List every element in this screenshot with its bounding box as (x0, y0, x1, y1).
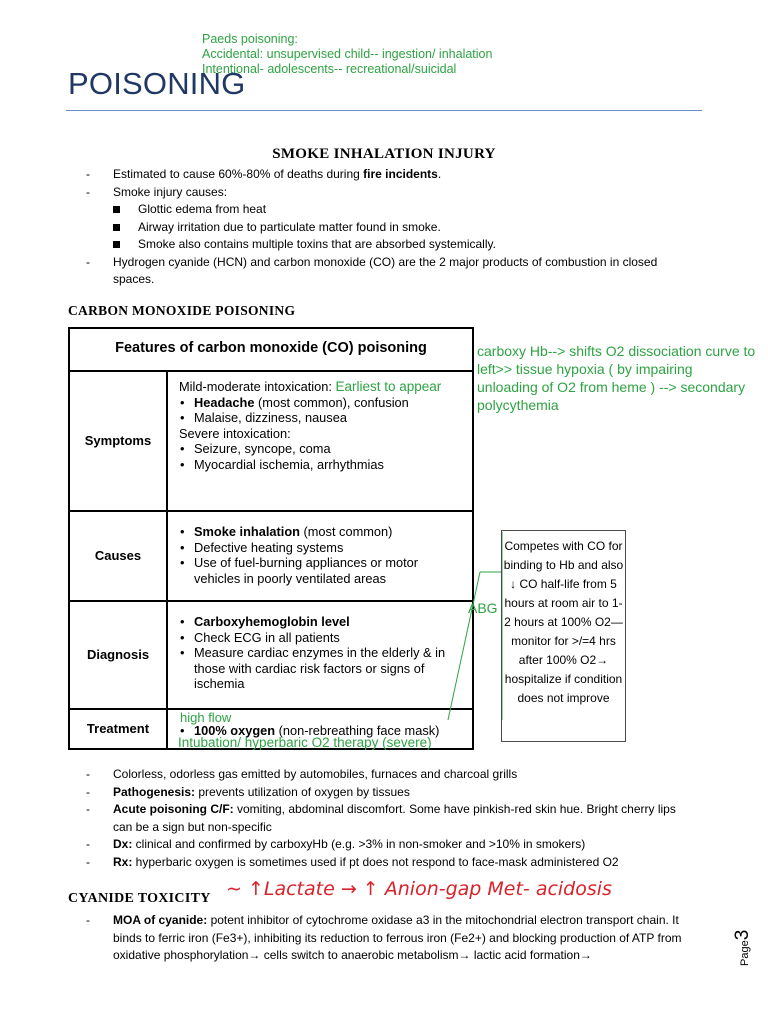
dash: - (86, 854, 90, 869)
list-item (86, 801, 696, 836)
co-b4-text: clinical and confirmed by carboxyHb (e.g. >3% in non-smoker and >10% in smokers) (132, 837, 586, 851)
co-heading: CARBON MONOXIDE POISONING (68, 303, 296, 318)
list-item: • Malaise, dizziness, nausea (179, 410, 466, 426)
sub-item (113, 236, 696, 254)
paeds-note-line1: Paeds poisoning: (202, 32, 298, 46)
carboxyhb-note: carboxy Hb--> shifts O2 dissociation curve to left>> tissue hypoxia ( by impairing unloading of O2 from heme ) --> secondary polycythemia (477, 343, 756, 413)
smoke-b1-text: Estimated to cause 60%-80% of deaths during (113, 167, 364, 181)
list-item (86, 254, 696, 289)
list-item (86, 166, 696, 184)
mild-list (179, 395, 466, 426)
mild-note: Earliest to appear (335, 379, 442, 394)
paeds-note-line3: Intentional- adolescents-- recreational/suicidal (202, 62, 457, 76)
mild-1-bold: Headache (194, 394, 255, 410)
tx-text: (non-rebreathing face mask) (275, 723, 440, 738)
cyanide-list (86, 912, 686, 965)
smoke-list (86, 166, 696, 289)
mild-1-text: (most common), confusion (254, 394, 409, 410)
list-item (86, 854, 696, 872)
sub-item-text: Glottic edema from heat (138, 202, 267, 216)
severe-list (179, 441, 466, 472)
treatment-cell (167, 709, 473, 749)
paeds-note (202, 32, 492, 77)
list-item (86, 836, 696, 854)
co-b2-bold: Pathogenesis: (113, 784, 196, 799)
list-item (86, 784, 696, 802)
page-number: 3 (732, 929, 753, 941)
dash: - (86, 767, 90, 781)
co-b3-bold: Acute poisoning C/F: (113, 802, 234, 816)
co-b5-bold: Rx: (113, 854, 133, 869)
list-item (86, 766, 696, 784)
list-item: • Defective heating systems (179, 540, 466, 556)
title-rule (66, 110, 702, 111)
page-word: Page (739, 940, 751, 966)
smoke-sublist (113, 201, 696, 254)
dx-1-bold: Carboxyhemoglobin level (194, 614, 350, 629)
co-b4-bold: Dx: (113, 837, 133, 851)
co-list (86, 766, 696, 871)
cn-b1-bold: MOA of cyanide: (113, 913, 208, 927)
list-item: • Check ECG in all patients (179, 630, 466, 646)
cn-b1-text: potent inhibitor of cytochrome oxidase a3 in the mitochondrial electron transport chain. It binds to ferric iron (Fe3+), inhibiting its reduction to ferrous iron (Fe2+) and blocking production of ATP from oxidative phosphorylation→ cells switch to anaerobic metabolism→ lactic acid formation→ (113, 913, 682, 962)
dash: - (86, 184, 90, 199)
page-title: POISONING (68, 66, 246, 101)
dash: - (86, 837, 90, 851)
list-item (179, 524, 466, 540)
sub-item (113, 201, 696, 219)
smoke-b1-end: . (437, 167, 442, 181)
dash: - (86, 784, 90, 799)
list-item (179, 614, 466, 630)
row-label-diagnosis: Diagnosis (69, 601, 167, 709)
paeds-note-line2: Accidental: unsupervised child-- ingestion/ inhalation (202, 47, 493, 61)
list-item (86, 912, 686, 965)
diagnosis-list (179, 614, 466, 692)
severe-label: Severe intoxication: (179, 425, 291, 441)
table-title: Features of carbon monoxide (CO) poisoning (115, 340, 427, 356)
row-label-causes: Causes (69, 511, 167, 601)
list-item: • Seizure, syncope, coma (179, 441, 466, 457)
dash: - (86, 913, 90, 927)
co-b5-text: hyperbaric oxygen is sometimes used if pt does not respond to face-mask administered O2 (132, 854, 619, 869)
smoke-heading: SMOKE INHALATION INJURY (272, 146, 496, 162)
causes-list (179, 524, 466, 586)
list-item: • Use of fuel-burning appliances or motor vehicles in poorly ventilated areas (179, 555, 466, 586)
co-b2-text: prevents utilization of oxygen by tissues (195, 784, 410, 799)
page-label (732, 930, 754, 966)
cause-1-text: (most common) (299, 524, 393, 539)
smoke-b1-bold: fire incidents (363, 167, 438, 181)
list-item: • Myocardial ischemia, arrhythmias (179, 457, 466, 473)
cyanide-heading: CYANIDE TOXICITY (68, 891, 211, 906)
sub-item-text: Airway irritation due to particulate matter found in smoke. (138, 219, 441, 234)
list-item (179, 395, 466, 411)
square-bullet-icon (113, 241, 120, 248)
diagnosis-cell (167, 600, 498, 709)
tx-bold: 100% oxygen (194, 723, 276, 738)
cause-1-bold: Smoke inhalation (194, 524, 300, 539)
smoke-b2-text: Smoke injury causes: (113, 184, 228, 199)
sub-item-text: Smoke also contains multiple toxins that are absorbed systemically. (138, 237, 496, 251)
row-label-treatment: Treatment (69, 709, 167, 749)
dash: - (86, 802, 90, 816)
mild-label: Mild-moderate intoxication: (179, 379, 332, 394)
intubation-note: Intubation/ hyperbaric O2 therapy (severe) (178, 735, 432, 750)
symptoms-cell (167, 371, 473, 511)
smoke-b3-text: Hydrogen cyanide (HCN) and carbon monoxide (CO) are the 2 major products of combustion in closed spaces. (113, 254, 658, 286)
co-b1-text: Colorless, odorless gas emitted by automobiles, furnaces and charcoal grills (113, 767, 518, 781)
square-bullet-icon (113, 206, 120, 213)
co-features-table (68, 327, 498, 750)
list-item (86, 184, 696, 254)
connector-lines (430, 520, 510, 730)
sub-item (113, 219, 696, 237)
dash: - (86, 254, 90, 269)
square-bullet-icon (113, 224, 120, 231)
oxygen-callout-box: Competes with CO for binding to Hb and also ↓ CO half-life from 5 hours at room air to 1-2 hours at 100% O2—monitor for >/=4 hrs after 100% O2→ hospitalize if condition does not improve (501, 530, 626, 742)
co-b3-text: vomiting, abdominal discomfort. Some have pinkish-red skin hue. Bright cherry lips can be a sign but non-specific (113, 802, 676, 834)
handwritten-note: ∼ ↑Lactate → ↑ Anion-gap Met- acidosis (226, 878, 612, 900)
dash: - (86, 167, 90, 181)
abg-note: ABG (468, 600, 498, 616)
high-flow-note: high flow (180, 710, 232, 725)
list-item: • Measure cardiac enzymes in the elderly & in those with cardiac risk factors or signs of ischemia (179, 645, 466, 692)
causes-cell (167, 511, 473, 601)
row-label-symptoms: Symptoms (69, 371, 167, 511)
